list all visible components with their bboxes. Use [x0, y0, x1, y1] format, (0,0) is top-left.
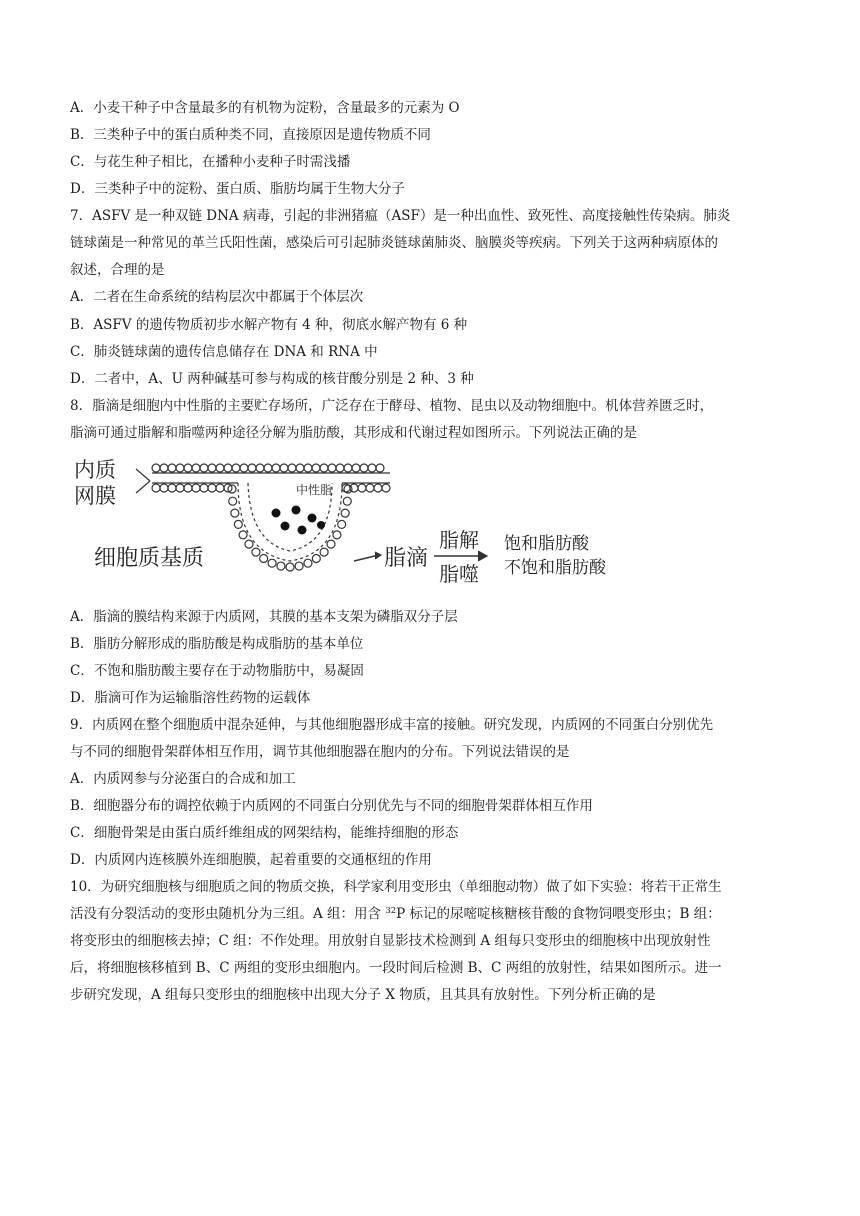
phospholipid-head — [260, 554, 268, 562]
phospholipid-head — [168, 484, 176, 492]
q7-stem-line-2: 链球菌是一种常见的革兰氏阳性菌，感染后可引起肺炎链球菌肺炎、脑膜炎等疾病。下列关于这两种病原体的 — [70, 235, 718, 251]
phospholipid-head — [320, 548, 328, 556]
q8-stem-line-1: 8．脂滴是细胞内中性脂的主要贮存场所，广泛存在于酵母、植物、昆虫以及动物细胞中。机体营养匮乏时， — [70, 398, 714, 414]
phospholipid-head — [231, 509, 239, 517]
phospholipid-head — [252, 548, 260, 556]
phospholipid-head — [277, 562, 285, 570]
lipolysis-label: 脂解 — [439, 528, 479, 552]
q6-option-a: A．小麦干种子中含量最多的有机物为淀粉，含量最多的元素为 O — [70, 100, 460, 116]
phospholipid-head — [312, 464, 320, 472]
phospholipid-head — [232, 464, 240, 472]
unsaturated-fatty-acid-label: 不饱和脂肪酸 — [504, 558, 606, 578]
phospholipid-head — [374, 484, 382, 492]
er-label-1: 内质 — [74, 458, 116, 482]
phospholipid-head — [248, 464, 256, 472]
phospholipid-head — [176, 464, 184, 472]
phospholipid-head — [366, 484, 374, 492]
q9-stem-line-2: 与不同的细胞骨架群体相互作用，调节其他细胞器在胞内的分布。下列说法错误的是 — [70, 744, 570, 760]
phospholipid-head — [296, 464, 304, 472]
q7-option-b: B．ASFV 的遗传物质初步水解产物有 4 种，彻底水解产物有 6 种 — [70, 317, 468, 333]
q6-option-b: B．三类种子中的蛋白质种类不同，直接原因是遗传物质不同 — [70, 127, 431, 143]
phospholipid-head — [208, 484, 216, 492]
er-label-2: 网膜 — [74, 484, 116, 508]
phospholipid-head — [216, 464, 224, 472]
phospholipid-head — [328, 464, 336, 472]
phospholipid-head — [382, 484, 390, 492]
q8-option-d: D．脂滴可作为运输脂溶性药物的运载体 — [70, 690, 311, 706]
q9-option-c: C．细胞骨架是由蛋白质纤维组成的网架结构，能维持细胞的形态 — [70, 825, 459, 841]
phospholipid-head — [333, 531, 341, 539]
q6-option-c: C．与花生种子相比，在播种小麦种子时需浅播 — [70, 154, 351, 170]
phospholipid-head — [200, 484, 208, 492]
q10-stem-line-3: 将变形虫的细胞核去掉；C 组：不作处理。用放射自显影技术检测到 A 组每只变形虫的细胞核中出现放射性 — [70, 933, 711, 949]
lipid-droplet-figure — [74, 455, 624, 597]
q8-option-c: C．不饱和脂肪酸主要存在于动物脂肪中，易凝固 — [70, 663, 364, 679]
phospholipid-head — [343, 497, 351, 505]
q10-stem-line-2a: 活没有分裂活动的变形虫随机分为三组。A 组：用含 — [70, 906, 386, 922]
q9-stem-line-1: 9．内质网在整个细胞质中混杂延伸，与其他细胞器形成丰富的接触。研究发现，内质网的不同蛋白分别优先 — [70, 717, 714, 733]
saturated-fatty-acid-label: 饱和脂肪酸 — [504, 534, 589, 554]
q7-option-d: D．二者中，A、U 两种碱基可参与构成的核苷酸分别是 2 种、3 种 — [70, 371, 474, 387]
phospholipid-head — [168, 464, 176, 472]
phospholipid-head — [288, 464, 296, 472]
q9-option-a: A．内质网参与分泌蛋白的合成和加工 — [70, 771, 296, 787]
phospholipid-head — [234, 520, 242, 528]
phospholipid-head — [376, 464, 384, 472]
q7-option-c: C．肺炎链球菌的遗传信息储存在 DNA 和 RNA 中 — [70, 344, 378, 360]
phospholipid-head — [312, 554, 320, 562]
phospholipid-head — [160, 464, 168, 472]
phospholipid-head — [360, 464, 368, 472]
phospholipid-head — [304, 559, 312, 567]
phospholipid-head — [368, 464, 376, 472]
phospholipid-head — [327, 540, 335, 548]
phospholipid-head — [286, 563, 294, 571]
phospholipid-head — [192, 464, 200, 472]
phospholipid-head — [358, 484, 366, 492]
q8-option-a: A．脂滴的膜结构来源于内质网，其膜的基本支架为磷脂双分子层 — [70, 609, 458, 625]
phospholipid-head — [344, 464, 352, 472]
phospholipid-head — [152, 464, 160, 472]
q7-option-a: A．二者在生命系统的结构层次中都属于个体层次 — [70, 289, 364, 305]
q7-stem-line-1: 7．ASFV 是一种双链 DNA 病毒，引起的非洲猪瘟（ASF）是一种出血性、致死性、高度接触性传染病。肺炎 — [70, 208, 731, 224]
q8-stem-line-2: 脂滴可通过脂解和脂噬两种途径分解为脂肪酸，其形成和代谢过程如图所示。下列说法正确的是 — [70, 425, 637, 441]
phospholipid-head — [336, 464, 344, 472]
q10-stem-line-1: 10．为研究细胞核与细胞质之间的物质交换，科学家利用变形虫（单细胞动物）做了如下实验：将若干正常生 — [70, 879, 722, 895]
q10-stem-line-4: 后，将细胞核移植到 B、C 两组的变形虫细胞内。一段时间后检测 B、C 两组的放射性，结果如图所示。进一 — [70, 960, 722, 976]
phospholipid-head — [320, 464, 328, 472]
phospholipid-head — [240, 464, 248, 472]
phospholipid-head — [184, 464, 192, 472]
phospholipid-head — [295, 562, 303, 570]
phospholipid-head — [239, 531, 247, 539]
q7-stem-line-3: 叙述，合理的是 — [70, 262, 165, 278]
phospholipid-head — [160, 484, 168, 492]
phospholipid-head — [280, 464, 288, 472]
phospholipid-head — [264, 464, 272, 472]
phospholipid-head — [256, 464, 264, 472]
phospholipid-head — [208, 464, 216, 472]
lipid-droplet-label: 脂滴 — [384, 546, 429, 571]
phospholipid-head — [192, 484, 200, 492]
phospholipid-head — [338, 520, 346, 528]
q6-option-d: D．三类种子中的淀粉、蛋白质、脂肪均属于生物大分子 — [70, 181, 405, 197]
q10-stem-line-2b: P 标记的尿嘧啶核糖核苷酸的食物饲喂变形虫；B 组： — [396, 906, 721, 922]
phospholipid-head — [245, 540, 253, 548]
phospholipid-head — [200, 464, 208, 472]
phospholipid-head — [352, 464, 360, 472]
phospholipid-head — [268, 559, 276, 567]
q8-option-b: B．脂肪分解形成的脂肪酸是构成脂肪的基本单位 — [70, 636, 364, 652]
phospholipid-head — [272, 464, 280, 472]
phospholipid-head — [341, 509, 349, 517]
neutral-fat-dots — [272, 506, 326, 535]
phospholipid-head — [304, 464, 312, 472]
cytoplasm-label: 细胞质基质 — [94, 546, 205, 571]
q10-stem-line-2 — [70, 905, 800, 923]
phospholipid-head — [184, 484, 192, 492]
phospholipid-head — [224, 464, 232, 472]
phospholipid-head — [216, 484, 224, 492]
phospholipid-head — [152, 484, 160, 492]
isotope-mass-number: 32 — [385, 906, 397, 916]
neutral-fat-label: 中性脂 — [296, 483, 333, 497]
lipophagy-label: 脂噬 — [439, 562, 479, 586]
q10-stem-line-5: 步研究发现，A 组每只变形虫的细胞核中出现大分子 X 物质，且其具有放射性。下列分析正确的是 — [70, 987, 656, 1003]
phospholipid-head — [229, 497, 237, 505]
phospholipid-head — [176, 484, 184, 492]
q9-option-d: D．内质网内连核膜外连细胞膜，起着重要的交通枢纽的作用 — [70, 852, 432, 868]
q9-option-b: B．细胞器分布的调控依赖于内质网的不同蛋白分别优先与不同的细胞骨架群体相互作用 — [70, 798, 593, 814]
